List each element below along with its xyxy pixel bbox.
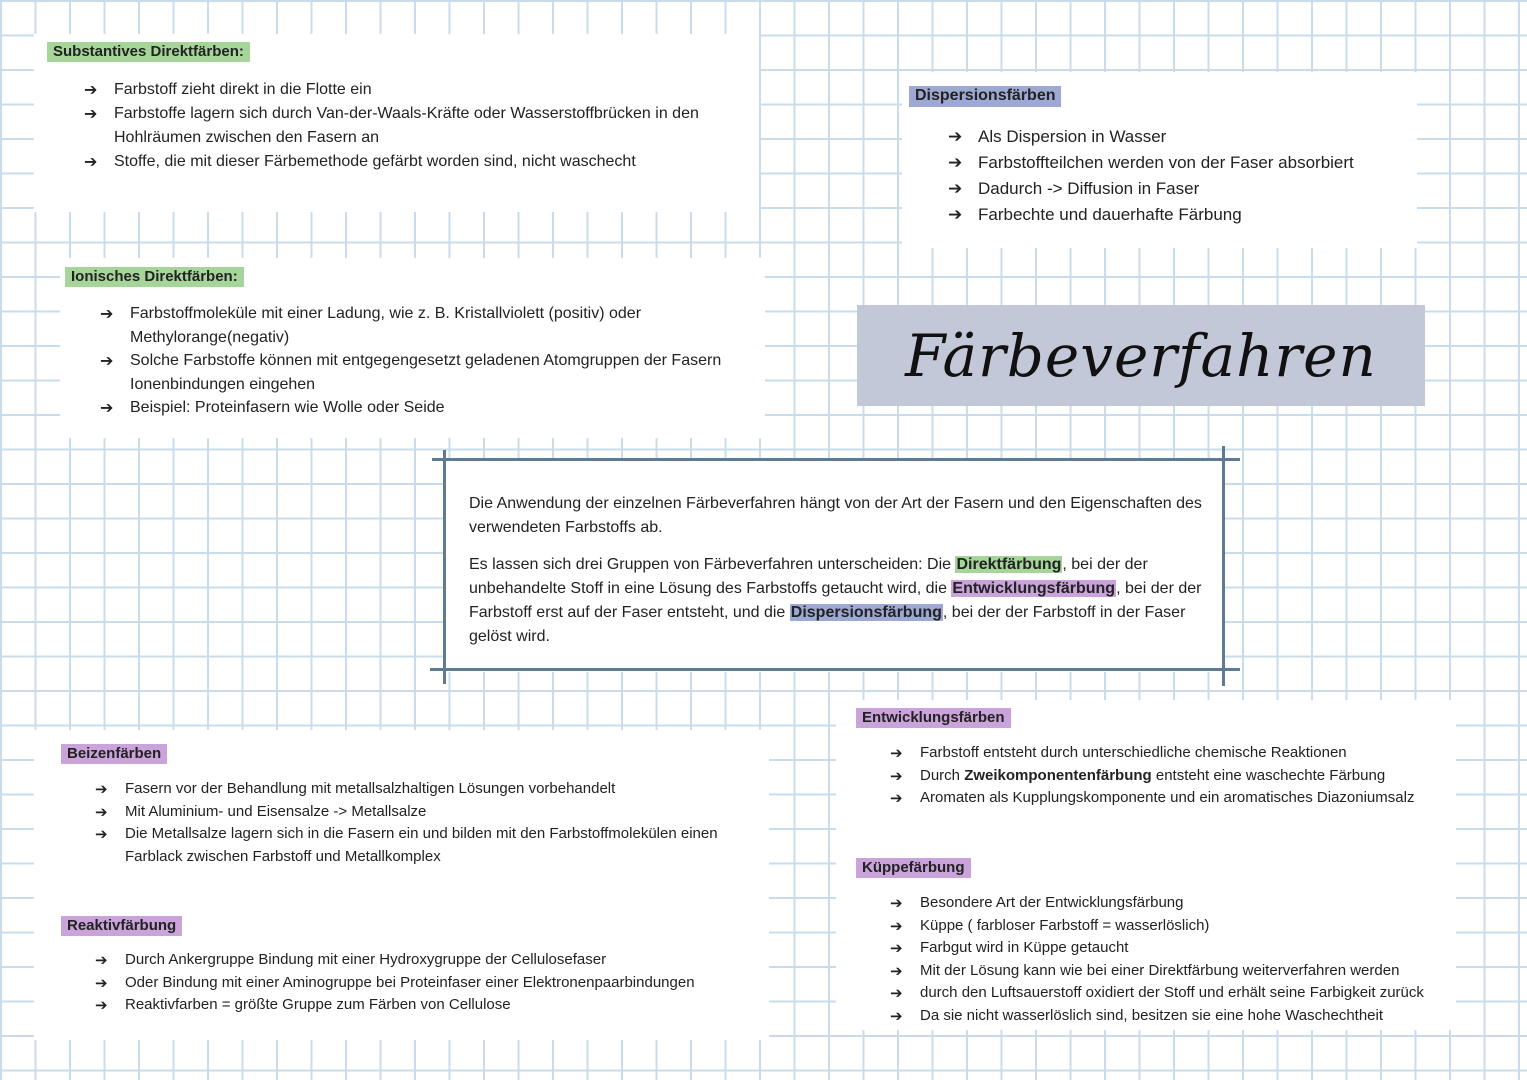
substantiv-heading: Substantives Direktfärben:	[47, 42, 250, 62]
arrow-right-icon: ➔	[948, 205, 963, 225]
list-item: ➔ Farbstoff zieht direkt in die Flotte ein	[84, 78, 744, 102]
arrow-right-icon: ➔	[890, 789, 903, 807]
arrow-right-icon: ➔	[100, 351, 114, 370]
beizen-heading: Beizenfärben	[61, 744, 167, 764]
list-item: ➔ Als Dispersion in Wasser	[948, 124, 1408, 150]
list-item: ➔ Beispiel: Proteinfasern wie Wolle oder Seide	[100, 396, 740, 420]
arrow-right-icon: ➔	[890, 744, 903, 762]
beizen-list	[95, 778, 755, 868]
arrow-right-icon: ➔	[95, 780, 108, 798]
arrow-right-icon: ➔	[84, 152, 98, 171]
arrow-right-icon: ➔	[95, 951, 108, 969]
ionisch-list	[100, 302, 740, 420]
ionisch-heading: Ionisches Direktfärben:	[65, 267, 244, 287]
list-item: ➔ Küppe ( farbloser Farbstoff = wasserlöslich)	[890, 915, 1490, 938]
arrow-right-icon: ➔	[948, 127, 963, 147]
intro-paragraph-1: Die Anwendung der einzelnen Färbeverfahren hängt von der Art der Fasern und den Eigenschaften des verwendeten Farbstoffs ab.	[469, 495, 1202, 536]
intro-paragraph-2: Es lassen sich drei Gruppen von Färbeverfahren unterscheiden: Die Direktfärbung, bei der der unbehandelte Stoff in eine Lösung des Farbstoffs getaucht wird, die Entwicklungsfärbung, bei der der Farbstoff erst auf der Faser entsteht, und die Dispersionsfärbung, bei der der Farbstoff in der Faser gelöst wird.	[469, 556, 1202, 645]
list-item: ➔ Besondere Art der Entwicklungsfärbung	[890, 892, 1490, 915]
arrow-right-icon: ➔	[84, 104, 98, 123]
arrow-right-icon: ➔	[948, 153, 963, 173]
arrow-right-icon: ➔	[890, 984, 903, 1003]
highlight-dispersionsfaerbung: Dispersionsfärbung	[790, 604, 942, 621]
arrow-right-icon: ➔	[100, 304, 114, 323]
arrow-right-icon: ➔	[890, 894, 903, 912]
reaktiv-list	[95, 949, 755, 1017]
arrow-right-icon: ➔	[95, 973, 108, 992]
list-item: ➔ Solche Farbstoffe können mit entgegengesetzt geladenen Atomgruppen der Fasern Ionenbindungen eingehen	[100, 351, 722, 393]
arrow-right-icon: ➔	[890, 961, 903, 980]
arrow-right-icon: ➔	[890, 939, 903, 958]
arrow-right-icon: ➔	[948, 179, 963, 199]
list-item: ➔ Dadurch -> Diffusion in Faser	[948, 176, 1408, 202]
arrow-right-icon: ➔	[890, 916, 903, 935]
list-item: ➔ Mit der Lösung kann wie bei einer Direktfärbung weiterverfahren werden	[890, 960, 1490, 983]
list-item: ➔ Stoffe, die mit dieser Färbemethode gefärbt worden sind, nicht waschecht	[84, 150, 744, 174]
list-item: ➔ Oder Bindung mit einer Aminogruppe bei Proteinfaser einer Elektronenpaarbindungen	[95, 972, 755, 995]
frame-top	[432, 458, 1240, 461]
list-item: ➔ Farbstoffmoleküle mit einer Ladung, wie z. B. Kristallviolett (positiv) oder Methylorange(negativ)	[100, 304, 642, 346]
page-title: Färbeverfahren	[905, 321, 1377, 390]
list-item: ➔ Farbstoff entsteht durch unterschiedliche chemische Reaktionen	[890, 742, 1490, 765]
dispersion-heading: Dispersionsfärben	[909, 86, 1061, 107]
arrow-right-icon: ➔	[890, 766, 903, 785]
arrow-right-icon: ➔	[890, 1006, 903, 1025]
entwicklung-heading: Entwicklungsfärben	[856, 708, 1011, 728]
arrow-right-icon: ➔	[84, 80, 98, 99]
reaktiv-heading: Reaktivfärbung	[61, 916, 182, 936]
list-item: ➔ Farbstoffteilchen werden von der Faser absorbiert	[948, 150, 1408, 176]
substantiv-list	[84, 78, 744, 174]
arrow-right-icon: ➔	[100, 398, 114, 417]
list-item: ➔ Reaktivfarben = größte Gruppe zum Färben von Cellulose	[95, 994, 755, 1017]
kuepe-list	[890, 892, 1490, 1028]
list-item: ➔ Farbechte und dauerhafte Färbung	[948, 202, 1408, 228]
title-box	[857, 305, 1425, 406]
frame-left	[443, 450, 446, 684]
list-item: ➔ Durch Ankergruppe Bindung mit einer Hydroxygruppe der Cellulosefaser	[95, 949, 755, 972]
arrow-right-icon: ➔	[95, 996, 108, 1014]
highlight-entwicklungsfaerbung: Entwicklungsfärbung	[952, 580, 1116, 597]
arrow-right-icon: ➔	[95, 802, 108, 821]
dispersion-list	[948, 124, 1408, 228]
frame-right	[1222, 446, 1225, 686]
list-item: ➔ Mit Aluminium- und Eisensalze -> Metallsalze	[95, 801, 755, 824]
list-item: ➔ Fasern vor der Behandlung mit metallsalzhaltigen Lösungen vorbehandelt	[95, 778, 755, 801]
list-item: ➔ Da sie nicht wasserlöslich sind, besitzen sie eine hohe Waschechtheit	[890, 1005, 1490, 1028]
list-item: ➔ Die Metallsalze lagern sich in die Fasern ein und bilden mit den Farbstoffmolekülen einen Farblack zwischen Farbstoff und Metallkomplex	[95, 825, 718, 865]
list-item: ➔ durch den Luftsauerstoff oxidiert der Stoff und erhält seine Farbigkeit zurück	[890, 982, 1490, 1005]
list-item: ➔ Farbstoffe lagern sich durch Van-der-Waals-Kräfte oder Wasserstoffbrücken in den Hohlräumen zwischen den Fasern an	[84, 104, 699, 146]
frame-bottom	[430, 668, 1240, 671]
kuepe-heading: Küppefärbung	[856, 858, 971, 878]
arrow-right-icon: ➔	[95, 825, 108, 843]
entwicklung-list	[890, 742, 1490, 810]
list-item: ➔ Aromaten als Kupplungskomponente und ein aromatisches Diazoniumsalz	[890, 787, 1490, 810]
highlight-direktfaerbung: Direktfärbung	[956, 556, 1062, 573]
list-item: ➔ Farbgut wird in Küppe getaucht	[890, 937, 1490, 960]
list-item: ➔ Durch Zweikomponentenfärbung entsteht eine waschechte Färbung	[890, 765, 1490, 788]
